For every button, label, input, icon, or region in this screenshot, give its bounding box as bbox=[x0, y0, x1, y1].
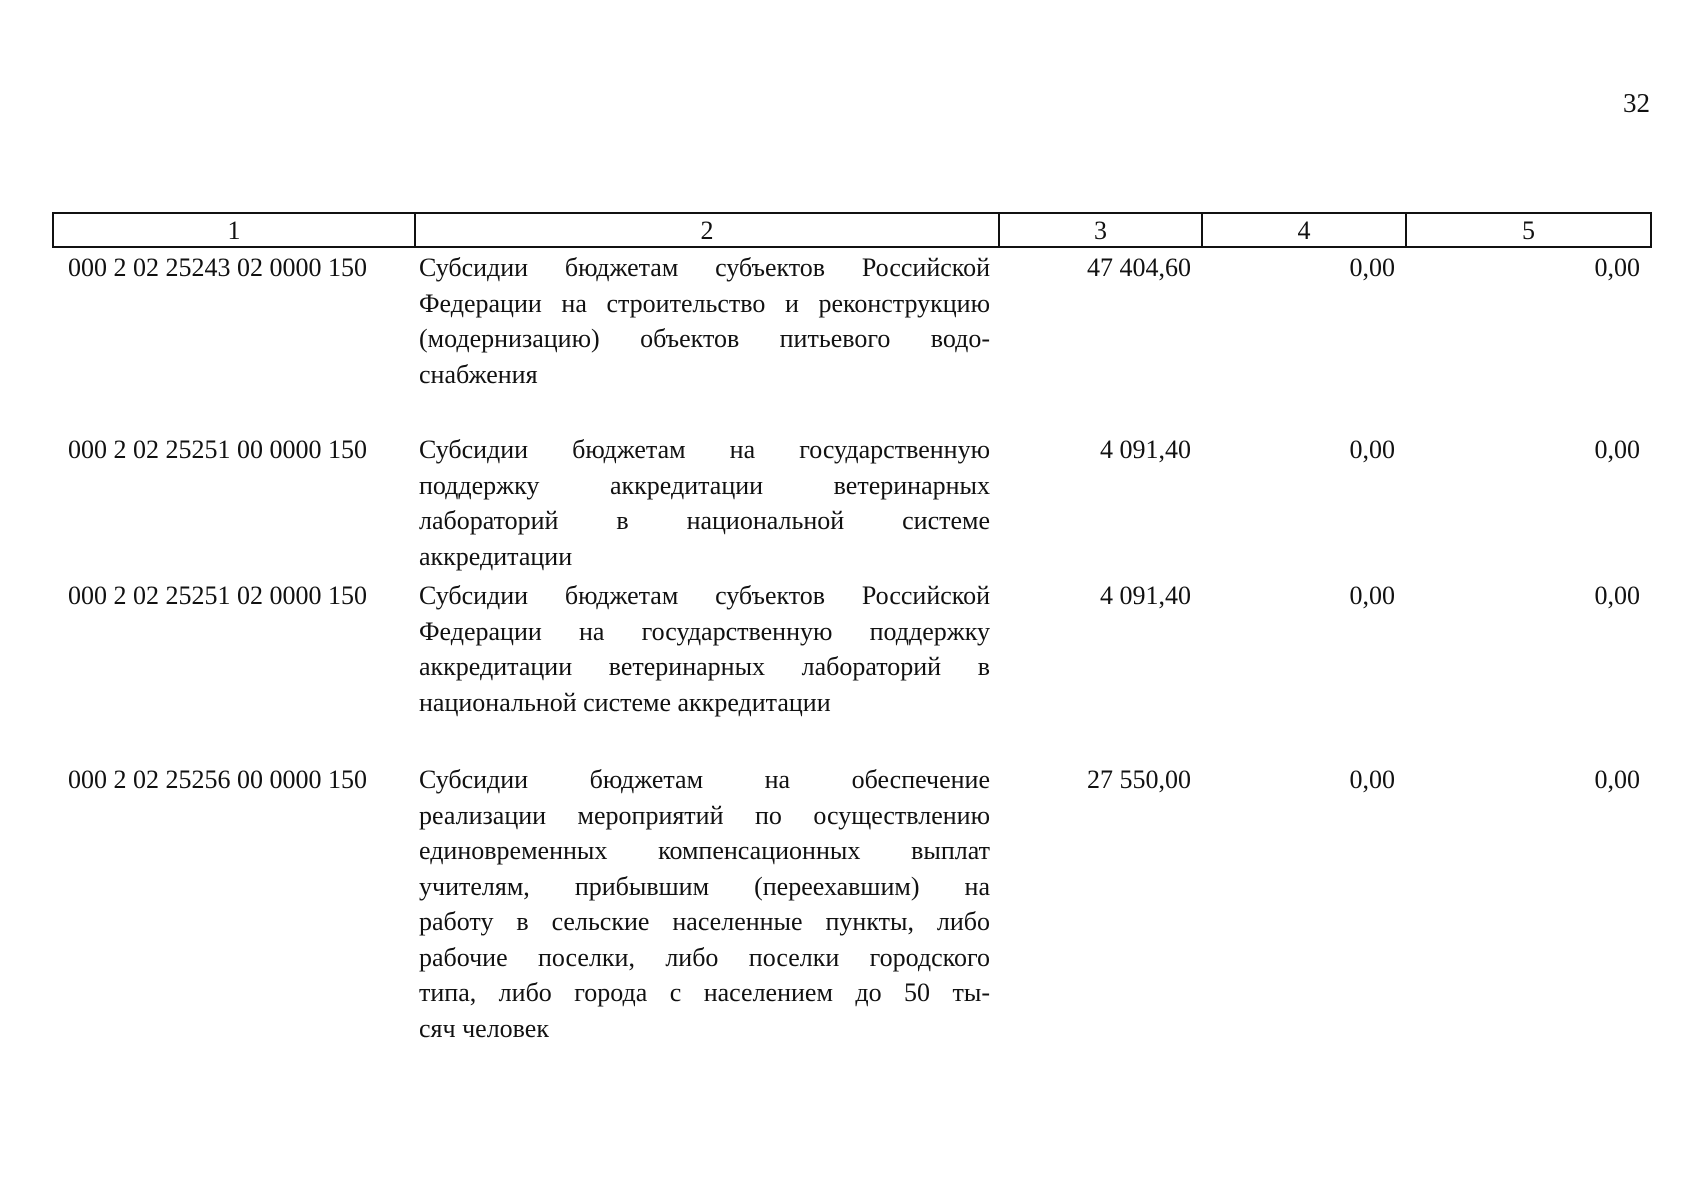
row-name-line: Федерации на государственную поддержку bbox=[419, 616, 990, 646]
row-name bbox=[412, 762, 994, 1046]
row-col5-value: 0,00 bbox=[1594, 435, 1640, 464]
row-col5-value: 0,00 bbox=[1594, 581, 1640, 610]
row-name-line: поддержку аккредитации ветеринарных bbox=[419, 470, 990, 500]
header-col-2: 2 bbox=[414, 214, 998, 246]
row-name-line: снабжения bbox=[419, 359, 538, 389]
row-name-line: аккредитации ветеринарных лабораторий в bbox=[419, 652, 990, 681]
row-col4-value: 0,00 bbox=[1349, 581, 1395, 610]
row-name-line: Субсидии бюджетам на государственную bbox=[419, 435, 990, 464]
row-name-line: рабочие поселки, либо поселки городского bbox=[419, 942, 990, 972]
row-col3-value: 4 091,40 bbox=[1100, 435, 1191, 464]
row-col3-value: 27 550,00 bbox=[1087, 765, 1191, 794]
row-col4-value: 0,00 bbox=[1349, 435, 1395, 464]
row-name-line: Субсидии бюджетам субъектов Российской bbox=[419, 253, 990, 282]
row-name-line: аккредитации bbox=[419, 541, 573, 571]
row-name-line: Субсидии бюджетам субъектов Российской bbox=[419, 581, 990, 610]
row-name bbox=[412, 250, 994, 392]
row-name-line: учителям, прибывшим (переехавшим) на bbox=[419, 871, 990, 901]
row-name-line: лабораторий в национальной системе bbox=[419, 506, 990, 535]
table-header bbox=[52, 212, 1652, 248]
header-col-4: 4 bbox=[1201, 214, 1405, 246]
row-col5-value: 0,00 bbox=[1594, 765, 1640, 794]
row-name-line: типа, либо города с населением до 50 ты- bbox=[419, 978, 990, 1007]
table-row bbox=[52, 762, 1645, 1046]
row-name bbox=[412, 432, 994, 574]
row-col3-value: 4 091,40 bbox=[1100, 581, 1191, 610]
row-col4-value: 0,00 bbox=[1349, 253, 1395, 282]
row-name-line: национальной системе аккредитации bbox=[419, 687, 831, 717]
row-col4-value: 0,00 bbox=[1349, 765, 1395, 794]
header-col-1: 1 bbox=[227, 216, 241, 245]
table-row bbox=[52, 432, 1645, 574]
row-name-line: (модернизацию) объектов питьевого водо- bbox=[419, 324, 990, 353]
row-name bbox=[412, 578, 994, 720]
row-code: 000 2 02 25251 02 0000 150 bbox=[68, 581, 367, 610]
row-name-line: реализации мероприятий по осуществлению bbox=[419, 800, 990, 830]
row-name-line: единовременных компенсационных выплат bbox=[419, 836, 990, 865]
row-name-line: работу в сельские населенные пункты, либо bbox=[419, 907, 990, 936]
row-col3-value: 47 404,60 bbox=[1087, 253, 1191, 282]
row-name-line: сяч человек bbox=[419, 1013, 549, 1043]
header-col-5: 5 bbox=[1405, 214, 1650, 246]
row-col5-value: 0,00 bbox=[1594, 253, 1640, 282]
page-number: 32 bbox=[1623, 88, 1650, 118]
row-code: 000 2 02 25256 00 0000 150 bbox=[68, 765, 367, 794]
table-row bbox=[52, 578, 1645, 720]
table-row bbox=[52, 250, 1645, 392]
row-name-line: Федерации на строительство и реконструкцию bbox=[419, 288, 990, 318]
header-col-3: 3 bbox=[998, 214, 1201, 246]
row-code: 000 2 02 25251 00 0000 150 bbox=[68, 435, 367, 464]
row-code: 000 2 02 25243 02 0000 150 bbox=[68, 253, 367, 282]
row-name-line: Субсидии бюджетам на обеспечение bbox=[419, 765, 990, 794]
